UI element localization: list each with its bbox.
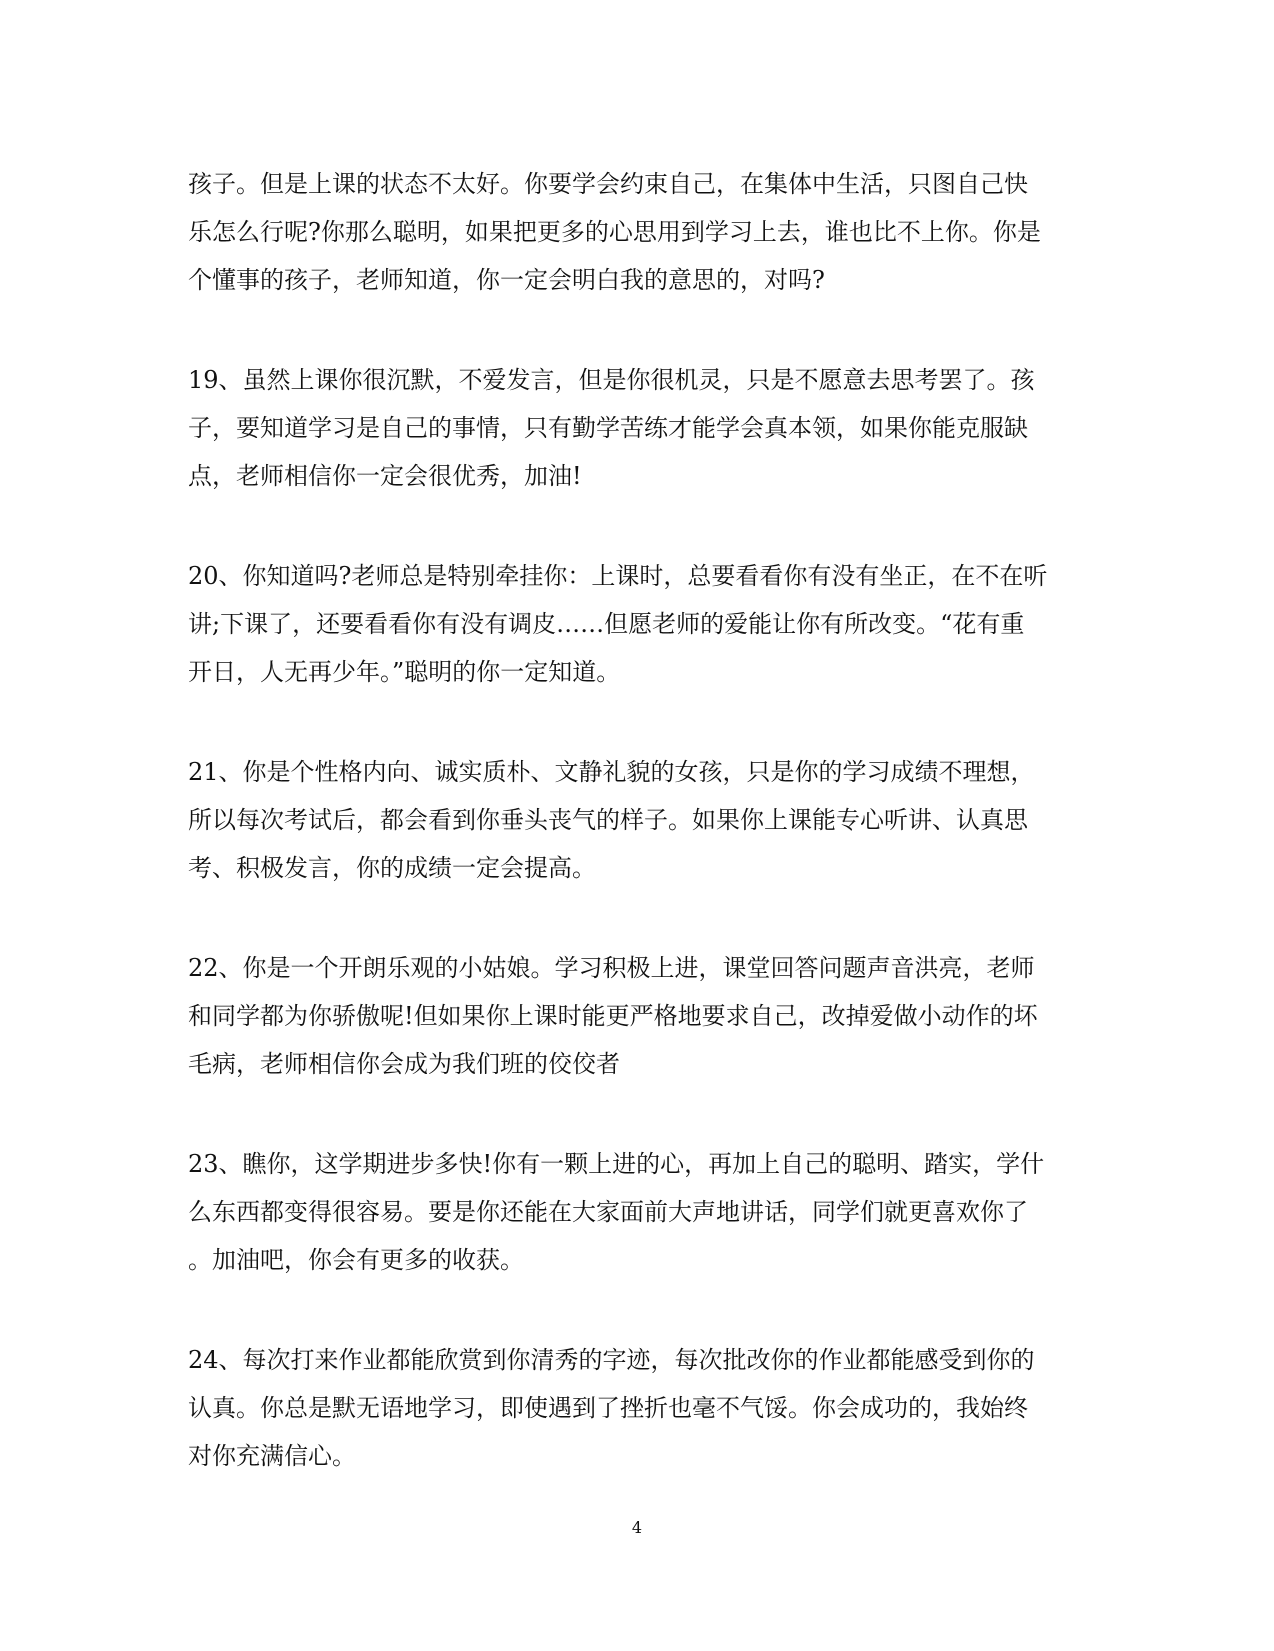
paragraph-continued (188, 160, 1078, 304)
paragraph-22 (188, 944, 1078, 1088)
paragraph-line: 23、瞧你，这学期进步多快!你有一颗上进的心，再加上自己的聪明、踏实，学什 (188, 1150, 1045, 1178)
paragraph-24 (188, 1336, 1078, 1480)
paragraph-line: 。加油吧，你会有更多的收获。 (188, 1246, 524, 1274)
paragraph-line: 讲;下课了，还要看看你有没有调皮……但愿老师的爱能让你有所改变。“花有重 (188, 610, 1025, 638)
paragraph-21 (188, 748, 1078, 892)
paragraph-line: 么东西都变得很容易。要是你还能在大家面前大声地讲话，同学们就更喜欢你了 (188, 1198, 1028, 1226)
paragraph-line: 和同学都为你骄傲呢!但如果你上课时能更严格地要求自己，改掉爱做小动作的坏 (188, 1002, 1038, 1030)
paragraph-20 (188, 552, 1078, 696)
paragraph-line: 21、你是个性格内向、诚实质朴、文静礼貌的女孩，只是你的学习成绩不理想， (188, 758, 1035, 786)
page-number: 4 (631, 1518, 643, 1537)
page-body (188, 160, 1078, 1532)
paragraph-line: 乐怎么行呢?你那么聪明，如果把更多的心思用到学习上去，谁也比不上你。你是 (188, 218, 1041, 246)
paragraph-line: 认真。你总是默无语地学习，即使遇到了挫折也毫不气馁。你会成功的，我始终 (188, 1394, 1028, 1422)
paragraph-line: 个懂事的孩子，老师知道，你一定会明白我的意思的，对吗? (188, 266, 825, 294)
paragraph-line: 所以每次考试后，都会看到你垂头丧气的样子。如果你上课能专心听讲、认真思 (188, 806, 1028, 834)
paragraph-line: 19、虽然上课你很沉默，不爱发言，但是你很机灵，只是不愿意去思考罢了。孩 (188, 366, 1035, 394)
paragraph-line: 子，要知道学习是自己的事情，只有勤学苦练才能学会真本领，如果你能克服缺 (188, 414, 1028, 442)
paragraph-line: 24、每次打来作业都能欣赏到你清秀的字迹，每次批改你的作业都能感受到你的 (188, 1346, 1035, 1374)
paragraph-line: 20、你知道吗?老师总是特别牵挂你：上课时，总要看看你有没有坐正，在不在听 (188, 562, 1048, 590)
paragraph-line: 毛病，老师相信你会成为我们班的佼佼者 (188, 1050, 620, 1078)
paragraph-19 (188, 356, 1078, 500)
paragraph-line: 点，老师相信你一定会很优秀，加油! (188, 462, 582, 490)
paragraph-23 (188, 1140, 1078, 1284)
paragraph-line: 开日，人无再少年。”聪明的你一定知道。 (188, 658, 621, 686)
paragraph-line: 22、你是一个开朗乐观的小姑娘。学习积极上进，课堂回答问题声音洪亮，老师 (188, 954, 1035, 982)
paragraph-line: 孩子。但是上课的状态不太好。你要学会约束自己，在集体中生活，只图自己快 (188, 170, 1028, 198)
paragraph-line: 考、积极发言，你的成绩一定会提高。 (188, 854, 596, 882)
paragraph-line: 对你充满信心。 (188, 1442, 356, 1470)
